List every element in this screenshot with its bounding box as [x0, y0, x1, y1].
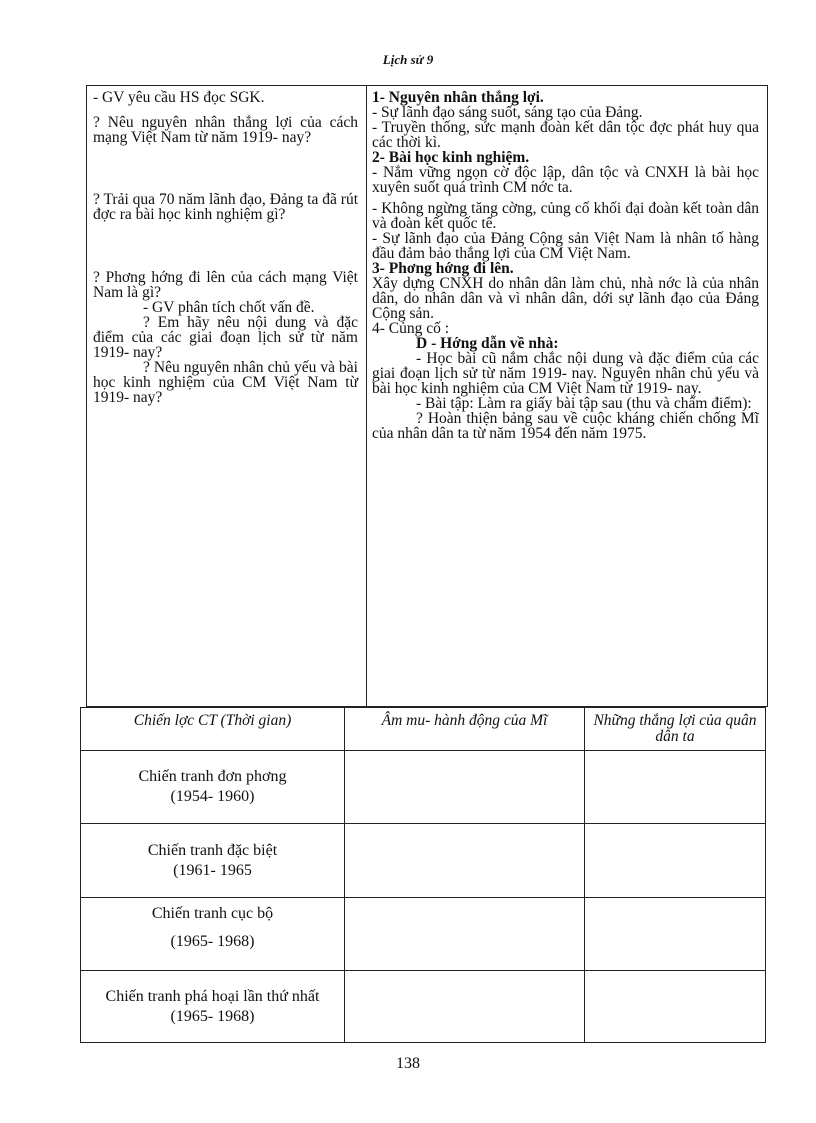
us-actions-cell	[345, 751, 585, 824]
reason-2: - Truyền thống, sức mạnh đoàn kết dân tộc đợc phát huy qua các thời kì.	[372, 119, 759, 151]
strategy-cell	[81, 751, 345, 824]
teacher-note: - GV phân tích chốt vấn đề.	[143, 299, 315, 316]
table-row	[81, 898, 766, 971]
question-1: ? Nêu nguyên nhân thắng lợi của cách mạng Việt Nam từ năm 1919- nay?	[93, 114, 358, 146]
victories-cell	[585, 971, 766, 1043]
strategy-period: (1954- 1960)	[170, 788, 255, 805]
strategy-cell	[81, 971, 345, 1043]
header-strategy: Chiến lợc CT (Thời gian)	[81, 708, 345, 751]
strategy-cell	[81, 898, 345, 971]
war-strategy-table	[80, 707, 766, 1043]
page-number: 138	[396, 1055, 420, 1072]
homework-3: ? Hoàn thiện bảng sau về cuộc kháng chiến chống Mĩ của nhân dân ta từ năm 1954 đến năm 1975.	[372, 410, 759, 442]
reason-1: - Sự lãnh đạo sáng suốt, sáng tạo của Đảng.	[372, 104, 643, 121]
us-actions-cell	[345, 824, 585, 898]
homework-1: - Học bài cũ nắm chắc nội dung và đặc điểm của các giai đoạn lịch sử từ năm 1919- nay. Nguyên nhân chủ yếu và bài học kinh nghiệm của CM Việt Nam từ 1919- nay.	[372, 350, 759, 397]
heading-direction: 3- Phơng hớng đi lên.	[372, 260, 514, 277]
lesson-3: - Sự lãnh đạo của Đảng Cộng sản Việt Nam là nhân tố hàng đầu đảm bảo thắng lợi của CM Việt Nam.	[372, 230, 759, 262]
direction-text: Xây dựng CNXH do nhân dân làm chủ, nhà nớc là của nhân dân, do nhân dân và vì nhân dân, dới sự lãnh đạo của Đảng Cộng sản.	[372, 275, 759, 322]
question-4: ? Em hãy nêu nội dung và đặc điểm của các giai đoạn lịch sử từ năm 1919- nay?	[93, 314, 358, 361]
table-header-row	[81, 708, 766, 751]
victories-cell	[585, 751, 766, 824]
strategy-name: Chiến tranh cục bộ	[151, 905, 274, 922]
us-actions-cell	[345, 971, 585, 1043]
page-header: Lịch sử 9	[382, 52, 434, 67]
victories-cell	[585, 898, 766, 971]
strategy-period: (1965- 1968)	[170, 1007, 255, 1025]
question-2: ? Trải qua 70 năm lãnh đạo, Đảng ta đã rút đợc ra bài học kinh nghiệm gì?	[93, 191, 358, 223]
instruction-line: - GV yêu cầu HS đọc SGK.	[93, 89, 265, 106]
table-row	[81, 824, 766, 898]
lesson-1: - Nắm vững ngọn cờ độc lập, dân tộc và CNXH là bài học xuyên suốt quá trình CM nớc ta.	[372, 164, 759, 196]
lesson-table	[86, 85, 768, 707]
strategy-cell	[81, 824, 345, 898]
us-actions-cell	[345, 898, 585, 971]
victories-cell	[585, 824, 766, 898]
header-victories: Những thắng lợi của quân dân ta	[585, 708, 766, 751]
table-row	[81, 751, 766, 824]
table-row	[81, 971, 766, 1043]
heading-lessons: 2- Bài học kinh nghiệm.	[372, 149, 530, 166]
consolidation: 4- Củng cố :	[372, 320, 450, 337]
question-5: ? Nêu nguyên nhân chủ yếu và bài học kinh nghiệm của CM Việt Nam từ 1919- nay?	[93, 359, 358, 406]
teacher-activity-column	[87, 86, 367, 706]
heading-reasons: 1- Nguyên nhân thắng lợi.	[372, 89, 544, 106]
strategy-name: Chiến tranh đơn phơng	[138, 768, 287, 785]
lesson-2: - Không ngừng tăng cờng, củng cố khối đại đoàn kết toàn dân và đoàn kết quốc tế.	[372, 200, 759, 232]
strategy-period: (1965- 1968)	[170, 933, 255, 950]
homework-2: - Bài tập: Làm ra giấy bài tập sau (thu và chấm điểm):	[416, 395, 752, 412]
strategy-name: Chiến tranh phá hoại lần thứ nhất	[105, 987, 320, 1005]
strategy-name: Chiến tranh đặc biệt	[147, 841, 278, 859]
content-column	[367, 86, 767, 706]
question-3: ? Phơng hớng đi lên của cách mạng Việt Nam là gì?	[93, 269, 358, 301]
strategy-period: (1961- 1965	[173, 861, 252, 879]
header-us-actions: Âm mu- hành động của Mĩ	[345, 708, 585, 751]
heading-homework: D - Hớng dẫn về nhà:	[416, 335, 559, 352]
